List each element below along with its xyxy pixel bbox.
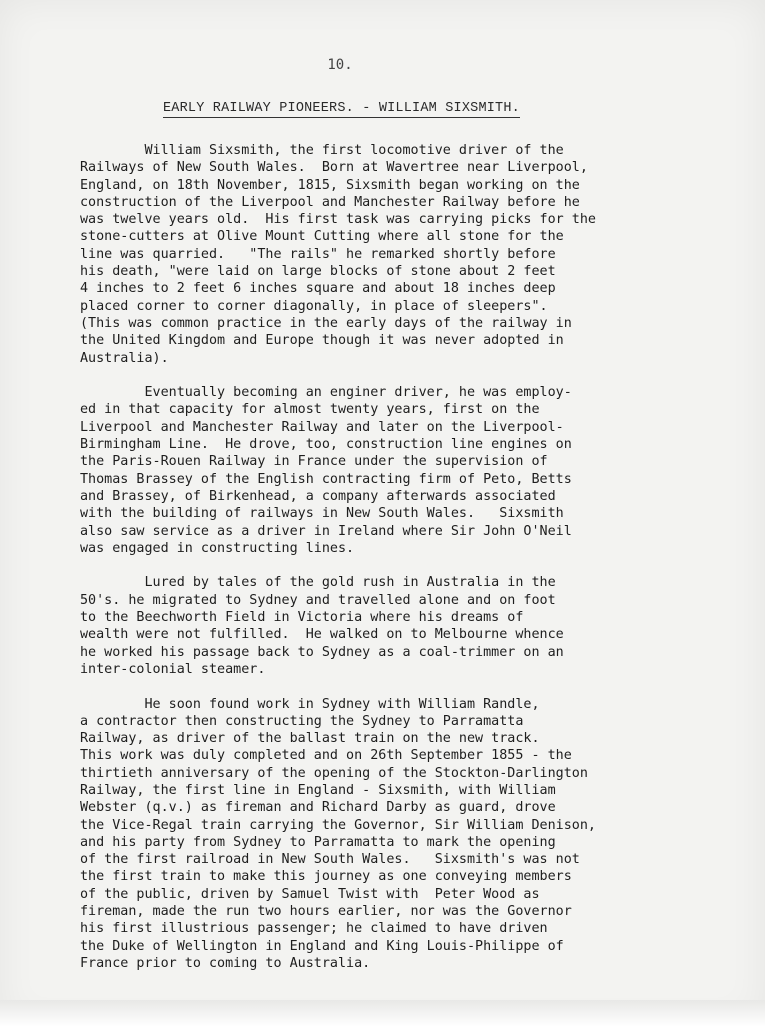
text-line: the first train to make this journey as one conveying members <box>80 869 572 885</box>
text-line: 4 inches to 2 feet 6 inches square and about 18 inches deep <box>80 281 556 297</box>
text-line: the Paris-Rouen Railway in France under the supervision of <box>80 454 548 470</box>
text-line: Webster (q.v.) as fireman and Richard Darby as guard, drove <box>80 800 556 816</box>
text-line: thirtieth anniversary of the opening of the Stockton-Darlington <box>80 765 588 781</box>
text-line: Birmingham Line. He drove, too, construction line engines on <box>80 437 572 453</box>
text-line: with the building of railways in New South Wales. Sixsmith <box>80 506 564 522</box>
text-line: Thomas Brassey of the English contracting firm of Peto, Betts <box>80 471 572 487</box>
text-line: Lured by tales of the gold rush in Australia in the <box>80 575 556 591</box>
text-line: line was quarried. "The rails" he remarked shortly before <box>80 246 556 262</box>
text-line: 50's. he migrated to Sydney and travelled alone and on foot <box>80 592 556 608</box>
text-line: He soon found work in Sydney with William Randle, <box>80 696 540 712</box>
text-line: This work was duly completed and on 26th September 1855 - the <box>80 748 572 764</box>
text-line: his first illustrious passenger; he claimed to have driven <box>80 921 548 937</box>
text-line: Railways of New South Wales. Born at Wavertree near Liverpool, <box>80 160 588 176</box>
text-line: Railway, as driver of the ballast train on the new track. <box>80 731 540 747</box>
text-line: his death, "were laid on large blocks of stone about 2 feet <box>80 264 556 280</box>
text-line: he worked his passage back to Sydney as a coal-trimmer on an <box>80 644 564 660</box>
text-line: construction of the Liverpool and Manchester Railway before he <box>80 194 580 210</box>
text-line: also saw service as a driver in Ireland where Sir John O'Neil <box>80 523 572 539</box>
text-line: of the public, driven by Samuel Twist with Peter Wood as <box>80 886 540 902</box>
text-line: fireman, made the run two hours earlier, nor was the Governor <box>80 904 572 920</box>
text-line: of the first railroad in New South Wales. Sixsmith's was not <box>80 852 580 868</box>
text-line: and his party from Sydney to Parramatta to mark the opening <box>80 834 556 850</box>
text-line: France prior to coming to Australia. <box>80 955 371 971</box>
paragraph <box>80 384 730 557</box>
text-line: a contractor then constructing the Sydney to Parramatta <box>80 713 524 729</box>
text-line: England, on 18th November, 1815, Sixsmith began working on the <box>80 177 580 193</box>
text-line: ed in that capacity for almost twenty years, first on the <box>80 402 540 418</box>
text-line: Liverpool and Manchester Railway and later on the Liverpool- <box>80 419 564 435</box>
text-line: (This was common practice in the early days of the railway in <box>80 315 572 331</box>
text-line: and Brassey, of Birkenhead, a company afterwards associated <box>80 488 556 504</box>
text-line: to the Beechworth Field in Victoria where his dreams of <box>80 610 524 626</box>
document-title: EARLY RAILWAY PIONEERS. - WILLIAM SIXSMITH. <box>163 101 520 116</box>
text-line: wealth were not fulfilled. He walked on to Melbourne whence <box>80 627 564 643</box>
text-line: the United Kingdom and Europe though it was never adopted in <box>80 333 564 349</box>
text-line: Australia). <box>80 350 169 366</box>
text-line: was twelve years old. His first task was carrying picks for the <box>80 212 596 228</box>
paragraph <box>80 574 730 678</box>
body-text <box>80 142 730 990</box>
text-line: William Sixsmith, the first locomotive driver of the <box>80 143 564 158</box>
text-line: Eventually becoming an enginer driver, he was employ- <box>80 385 572 401</box>
text-line: was engaged in constructing lines. <box>80 540 355 556</box>
text-line: Railway, the first line in England - Sixsmith, with William <box>80 782 556 798</box>
text-line: the Vice-Regal train carrying the Governor, Sir William Denison, <box>80 817 596 833</box>
page-number: 10. <box>327 57 353 73</box>
paragraph <box>80 696 730 973</box>
text-line: inter-colonial steamer. <box>80 661 266 677</box>
text-line: the Duke of Wellington in England and King Louis-Philippe of <box>80 938 564 954</box>
text-line: stone-cutters at Olive Mount Cutting where all stone for the <box>80 229 564 245</box>
paragraph <box>80 142 730 367</box>
text-line: placed corner to corner diagonally, in place of sleepers". <box>80 298 548 314</box>
